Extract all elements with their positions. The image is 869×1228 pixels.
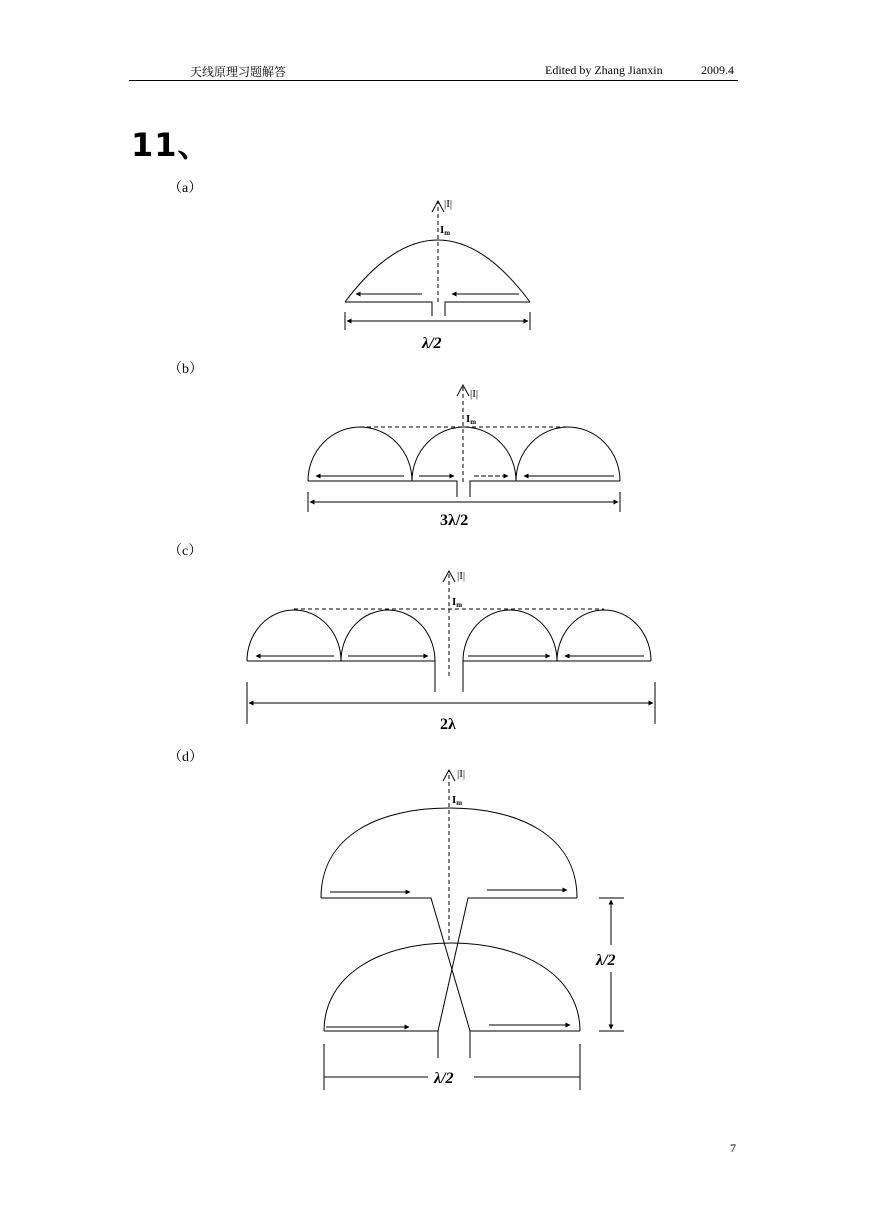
figure-c-axis-label: |I|: [457, 570, 466, 582]
header-date: 2009.4: [701, 63, 734, 77]
figure-c-peak-label: Im: [452, 596, 463, 609]
figure-d-upper-left-feed: [321, 898, 580, 1031]
figure-b: [308, 385, 620, 512]
page-number: 7: [730, 1141, 736, 1155]
figure-a-length-label: λ/2: [422, 335, 442, 352]
figure-c-length-label: 2λ: [440, 716, 456, 733]
figure-b-axis-label: |I|: [470, 388, 479, 400]
figure-d: [321, 770, 624, 1090]
figure-d-label: （d）: [168, 750, 203, 765]
figure-b-lobe-1: [308, 427, 412, 481]
figure-b-label: （b）: [168, 362, 203, 377]
figure-a-axis-label: |I|: [444, 198, 453, 210]
figure-c-lobe-3: [463, 610, 557, 661]
figure-c-lobe-1: [247, 610, 341, 661]
figure-d-axis-label: |I|: [457, 768, 466, 780]
figure-b-left-arm: [308, 481, 457, 497]
figure-d-length-label: λ/2: [434, 1070, 454, 1087]
figure-a-left-arm: [345, 302, 432, 316]
figure-c-right-arm: [463, 661, 651, 692]
figure-b-lobe-3: [516, 427, 620, 481]
figure-b-length-label: 3λ/2: [440, 512, 469, 529]
figure-c: [247, 571, 655, 724]
figure-d-peak-label: Im: [452, 794, 463, 807]
figure-a: [345, 201, 530, 330]
figure-c-lobe-4: [557, 610, 651, 661]
figure-c-left-arm: [247, 661, 435, 692]
figure-b-right-arm: [470, 481, 620, 497]
figure-a-right-arm: [445, 302, 530, 316]
figure-b-lobe-2: [412, 427, 516, 481]
figure-d-lower-curve: [324, 943, 580, 1031]
figure-d-height-label: λ/2: [596, 952, 616, 969]
figure-b-peak-label: Im: [466, 413, 477, 426]
header-editor: Edited by Zhang Jianxin: [545, 63, 663, 77]
header-title: 天线原理习题解答: [190, 65, 287, 79]
figure-c-label: （c）: [168, 544, 203, 559]
figure-c-lobe-2: [341, 610, 435, 661]
figure-a-peak-label: Im: [440, 224, 451, 237]
section-title: 11、: [131, 126, 211, 164]
figure-a-label: （a）: [168, 181, 203, 196]
